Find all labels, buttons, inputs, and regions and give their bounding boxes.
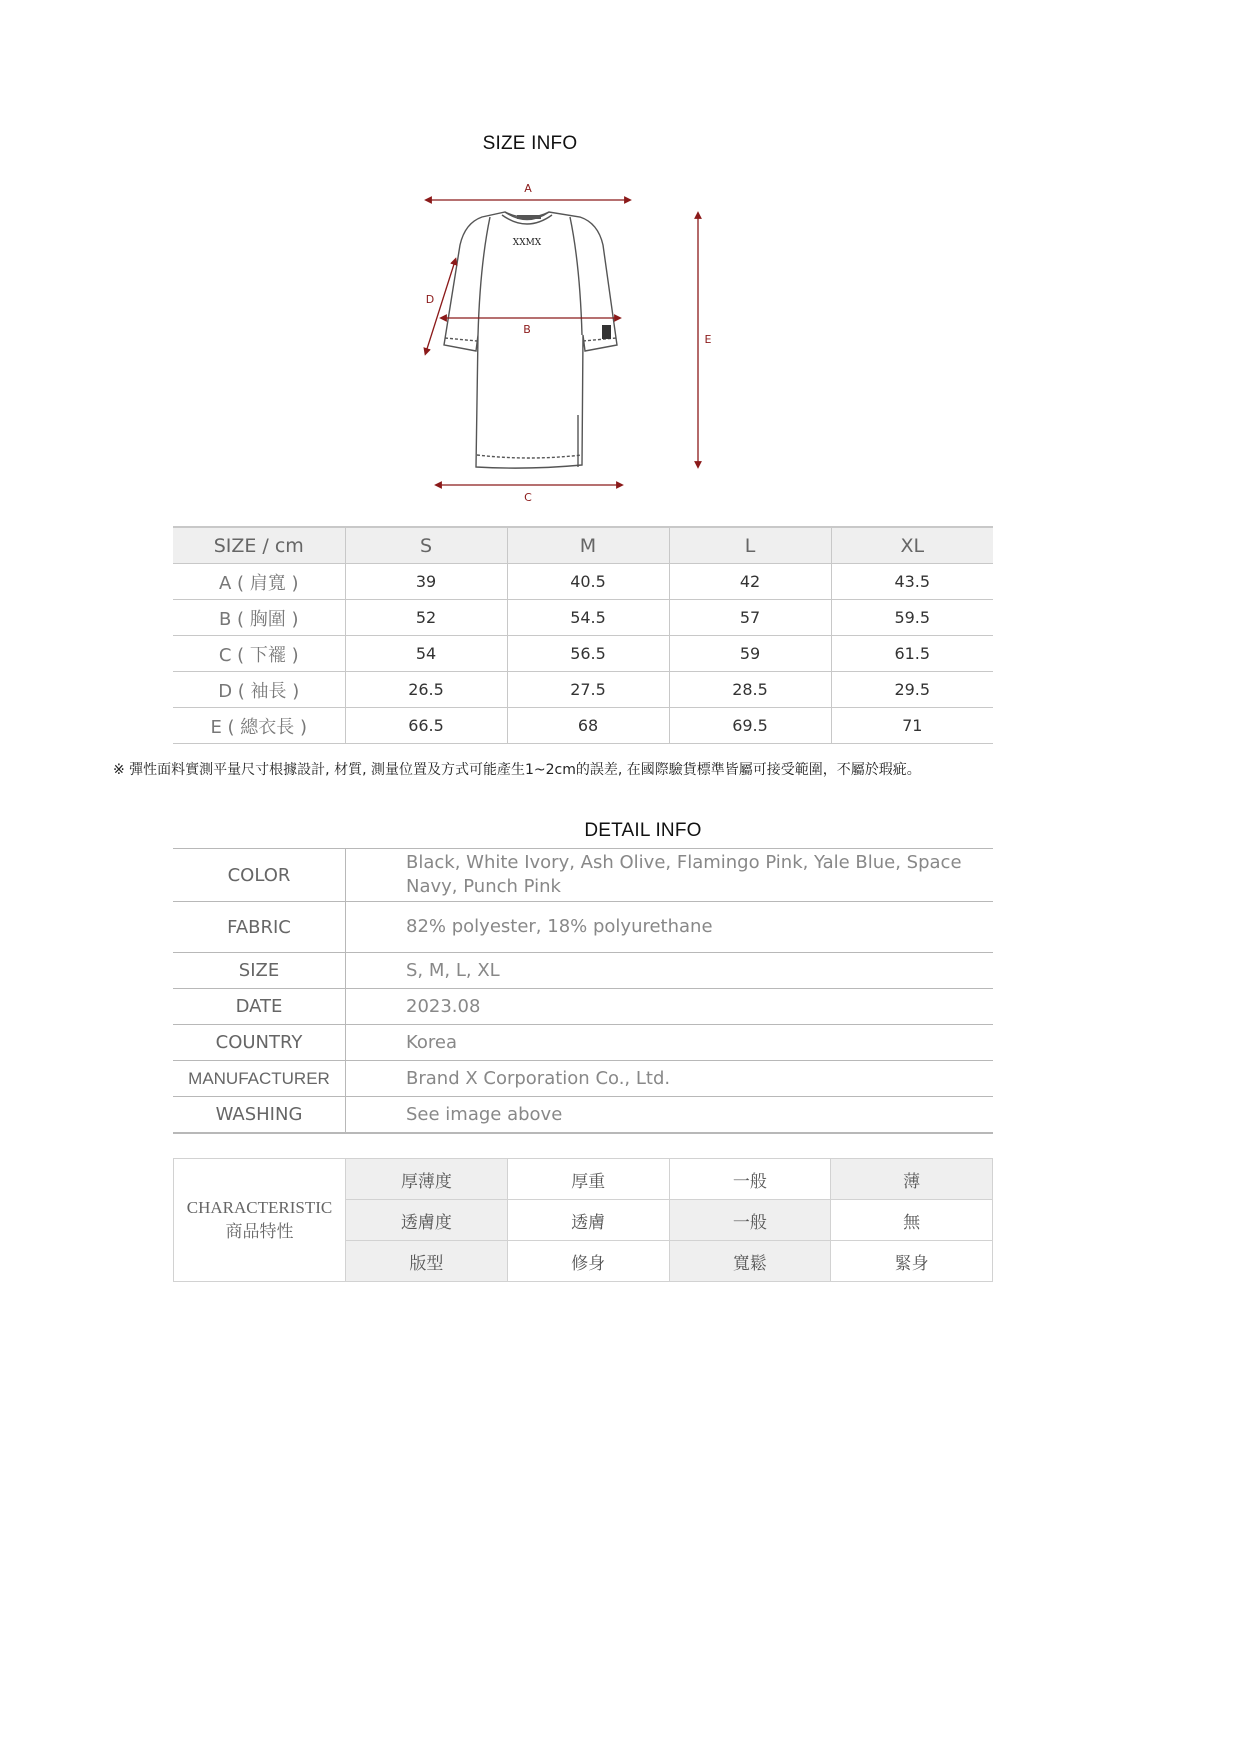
detail-row-country xyxy=(173,1025,993,1061)
detail-value: 2023.08 xyxy=(346,989,994,1025)
detail-value: Brand X Corporation Co., Ltd. xyxy=(346,1061,994,1097)
size-cell: 68 xyxy=(507,708,669,744)
size-cell: 59.5 xyxy=(831,600,993,636)
size-table xyxy=(173,526,993,744)
char-name: 透膚度 xyxy=(346,1200,508,1241)
size-cell: 39 xyxy=(345,564,507,600)
detail-value: Black, White Ivory, Ash Olive, Flamingo Pink, Yale Blue, Space Navy, Punch Pink xyxy=(346,849,994,902)
size-row-label: A ( 肩寬 ) xyxy=(173,564,345,600)
size-cell: 71 xyxy=(831,708,993,744)
char-option: 修身 xyxy=(507,1241,669,1282)
size-row-e xyxy=(173,708,993,744)
size-row-label: D ( 袖長 ) xyxy=(173,672,345,708)
char-option-selected: 寬鬆 xyxy=(669,1241,831,1282)
size-header-s: S xyxy=(345,527,507,564)
tshirt-measurement-diagram xyxy=(420,175,740,515)
detail-label: WASHING xyxy=(173,1097,346,1134)
detail-label: SIZE xyxy=(173,953,346,989)
detail-label: COUNTRY xyxy=(173,1025,346,1061)
measure-c-label: C xyxy=(524,491,532,504)
neck-label-icon xyxy=(517,215,541,219)
detail-row-fabric xyxy=(173,902,993,953)
size-cell: 54 xyxy=(345,636,507,672)
size-row-a xyxy=(173,564,993,600)
tshirt-outline xyxy=(444,212,617,468)
size-cell: 26.5 xyxy=(345,672,507,708)
characteristic-table xyxy=(173,1158,993,1282)
char-option: 厚重 xyxy=(507,1159,669,1200)
detail-row-date xyxy=(173,989,993,1025)
char-name: 厚薄度 xyxy=(346,1159,508,1200)
detail-row-washing xyxy=(173,1097,993,1134)
size-header-xl: XL xyxy=(831,527,993,564)
char-option: 透膚 xyxy=(507,1200,669,1241)
detail-label: MANUFACTURER xyxy=(173,1061,346,1097)
detail-value: Korea xyxy=(346,1025,994,1061)
detail-row-size xyxy=(173,953,993,989)
size-row-label: B ( 胸圍 ) xyxy=(173,600,345,636)
characteristic-label xyxy=(174,1159,346,1282)
size-cell: 43.5 xyxy=(831,564,993,600)
size-row-label: C ( 下襬 ) xyxy=(173,636,345,672)
characteristic-label-zh: 商品特性 xyxy=(225,1222,294,1241)
char-option: 一般 xyxy=(669,1159,831,1200)
measure-b-label: B xyxy=(523,323,531,336)
size-cell: 61.5 xyxy=(831,636,993,672)
size-cell: 69.5 xyxy=(669,708,831,744)
detail-table xyxy=(173,848,993,1134)
detail-value: S, M, L, XL xyxy=(346,953,994,989)
size-row-c xyxy=(173,636,993,672)
size-header-m: M xyxy=(507,527,669,564)
char-option: 緊身 xyxy=(831,1241,993,1282)
measure-d-label: D xyxy=(425,293,435,306)
detail-row-color xyxy=(173,849,993,902)
size-cell: 28.5 xyxy=(669,672,831,708)
size-cell: 29.5 xyxy=(831,672,993,708)
detail-label: COLOR xyxy=(173,849,346,902)
char-option: 無 xyxy=(831,1200,993,1241)
size-cell: 54.5 xyxy=(507,600,669,636)
characteristic-label-en: CHARACTERISTIC xyxy=(186,1198,333,1217)
size-header-l: L xyxy=(669,527,831,564)
char-row-thickness xyxy=(174,1159,993,1200)
size-table-header xyxy=(173,527,993,564)
measurement-note: ※ 彈性面料實測平量尺寸根據設計, 材質, 測量位置及方式可能產生1~2cm的誤差, 在國際驗貨標準皆屬可接受範圍，不屬於瑕疵。 xyxy=(113,762,921,778)
detail-info-title: DETAIL INFO xyxy=(584,820,702,841)
char-option-selected: 薄 xyxy=(831,1159,993,1200)
size-cell: 27.5 xyxy=(507,672,669,708)
size-row-label: E ( 總衣長 ) xyxy=(173,708,345,744)
size-info-title: SIZE INFO xyxy=(482,133,578,154)
size-row-d xyxy=(173,672,993,708)
size-cell: 56.5 xyxy=(507,636,669,672)
measure-a-label: A xyxy=(524,182,532,195)
size-cell: 42 xyxy=(669,564,831,600)
detail-value: See image above xyxy=(346,1097,994,1134)
detail-label: FABRIC xyxy=(173,902,346,953)
size-cell: 57 xyxy=(669,600,831,636)
size-row-b xyxy=(173,600,993,636)
size-cell: 52 xyxy=(345,600,507,636)
size-cell: 66.5 xyxy=(345,708,507,744)
char-option-selected: 一般 xyxy=(669,1200,831,1241)
chest-logo: XXMX xyxy=(512,238,542,248)
size-cell: 59 xyxy=(669,636,831,672)
detail-label: DATE xyxy=(173,989,346,1025)
size-cell: 40.5 xyxy=(507,564,669,600)
detail-row-manufacturer xyxy=(173,1061,993,1097)
detail-value: 82% polyester, 18% polyurethane xyxy=(346,902,994,953)
measure-e-label: E xyxy=(704,333,712,346)
size-header-unit: SIZE / cm xyxy=(173,527,345,564)
char-name: 版型 xyxy=(346,1241,508,1282)
